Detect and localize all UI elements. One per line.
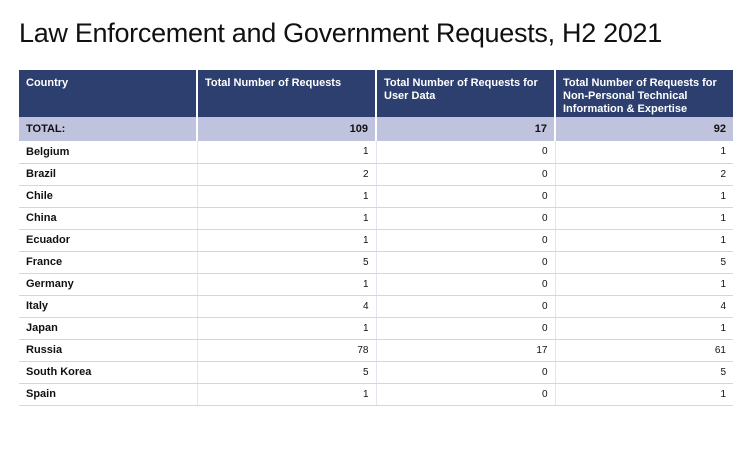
user-data-cell: 0 bbox=[376, 229, 555, 251]
user-data-cell: 0 bbox=[376, 361, 555, 383]
non-personal-cell: 1 bbox=[555, 185, 733, 207]
requests-table bbox=[19, 70, 733, 406]
country-cell: Italy bbox=[19, 295, 197, 317]
header-total-requests: Total Number of Requests bbox=[197, 70, 376, 117]
table-row bbox=[19, 141, 733, 163]
country-cell: Russia bbox=[19, 339, 197, 361]
total-requests-cell: 1 bbox=[197, 185, 376, 207]
user-data-cell: 0 bbox=[376, 383, 555, 405]
country-cell: South Korea bbox=[19, 361, 197, 383]
non-personal-cell: 1 bbox=[555, 141, 733, 163]
country-cell: Chile bbox=[19, 185, 197, 207]
table-row bbox=[19, 185, 733, 207]
table-row bbox=[19, 317, 733, 339]
user-data-cell: 0 bbox=[376, 295, 555, 317]
header-user-data-requests: Total Number of Requests for User Data bbox=[376, 70, 555, 117]
country-cell: Japan bbox=[19, 317, 197, 339]
total-requests-cell: 1 bbox=[197, 317, 376, 339]
non-personal-cell: 2 bbox=[555, 163, 733, 185]
non-personal-cell: 1 bbox=[555, 383, 733, 405]
country-cell: Spain bbox=[19, 383, 197, 405]
table-row bbox=[19, 295, 733, 317]
table-row bbox=[19, 229, 733, 251]
table-row bbox=[19, 339, 733, 361]
non-personal-cell: 1 bbox=[555, 273, 733, 295]
total-requests-cell: 1 bbox=[197, 383, 376, 405]
country-cell: China bbox=[19, 207, 197, 229]
user-data-cell: 0 bbox=[376, 163, 555, 185]
total-requests-cell: 1 bbox=[197, 273, 376, 295]
table-row bbox=[19, 163, 733, 185]
country-cell: Ecuador bbox=[19, 229, 197, 251]
user-data-cell: 0 bbox=[376, 273, 555, 295]
total-requests-cell: 78 bbox=[197, 339, 376, 361]
table-row bbox=[19, 207, 733, 229]
user-data-cell: 0 bbox=[376, 317, 555, 339]
non-personal-cell: 1 bbox=[555, 207, 733, 229]
total-requests-value: 109 bbox=[197, 117, 376, 141]
non-personal-cell: 1 bbox=[555, 229, 733, 251]
header-country: Country bbox=[19, 70, 197, 117]
country-cell: Brazil bbox=[19, 163, 197, 185]
total-row bbox=[19, 117, 733, 141]
user-data-cell: 0 bbox=[376, 141, 555, 163]
country-cell: France bbox=[19, 251, 197, 273]
total-non-personal-value: 92 bbox=[555, 117, 733, 141]
table-body bbox=[19, 117, 733, 405]
total-requests-cell: 2 bbox=[197, 163, 376, 185]
non-personal-cell: 5 bbox=[555, 251, 733, 273]
non-personal-cell: 4 bbox=[555, 295, 733, 317]
total-requests-cell: 4 bbox=[197, 295, 376, 317]
country-cell: Germany bbox=[19, 273, 197, 295]
country-cell: Belgium bbox=[19, 141, 197, 163]
total-requests-cell: 1 bbox=[197, 229, 376, 251]
table-row bbox=[19, 273, 733, 295]
total-requests-cell: 5 bbox=[197, 361, 376, 383]
header-non-personal-requests: Total Number of Requests for Non-Personal Technical Information & Expertise bbox=[555, 70, 733, 117]
total-label: TOTAL: bbox=[19, 117, 197, 141]
page-title: Law Enforcement and Government Requests, H2 2021 bbox=[19, 18, 662, 48]
table-header bbox=[19, 70, 733, 117]
non-personal-cell: 1 bbox=[555, 317, 733, 339]
table-row bbox=[19, 383, 733, 405]
total-requests-cell: 1 bbox=[197, 207, 376, 229]
user-data-cell: 17 bbox=[376, 339, 555, 361]
user-data-cell: 0 bbox=[376, 251, 555, 273]
total-user-data-value: 17 bbox=[376, 117, 555, 141]
non-personal-cell: 61 bbox=[555, 339, 733, 361]
total-requests-cell: 5 bbox=[197, 251, 376, 273]
header-row bbox=[19, 70, 733, 117]
user-data-cell: 0 bbox=[376, 207, 555, 229]
table-row bbox=[19, 251, 733, 273]
user-data-cell: 0 bbox=[376, 185, 555, 207]
non-personal-cell: 5 bbox=[555, 361, 733, 383]
table-row bbox=[19, 361, 733, 383]
total-requests-cell: 1 bbox=[197, 141, 376, 163]
